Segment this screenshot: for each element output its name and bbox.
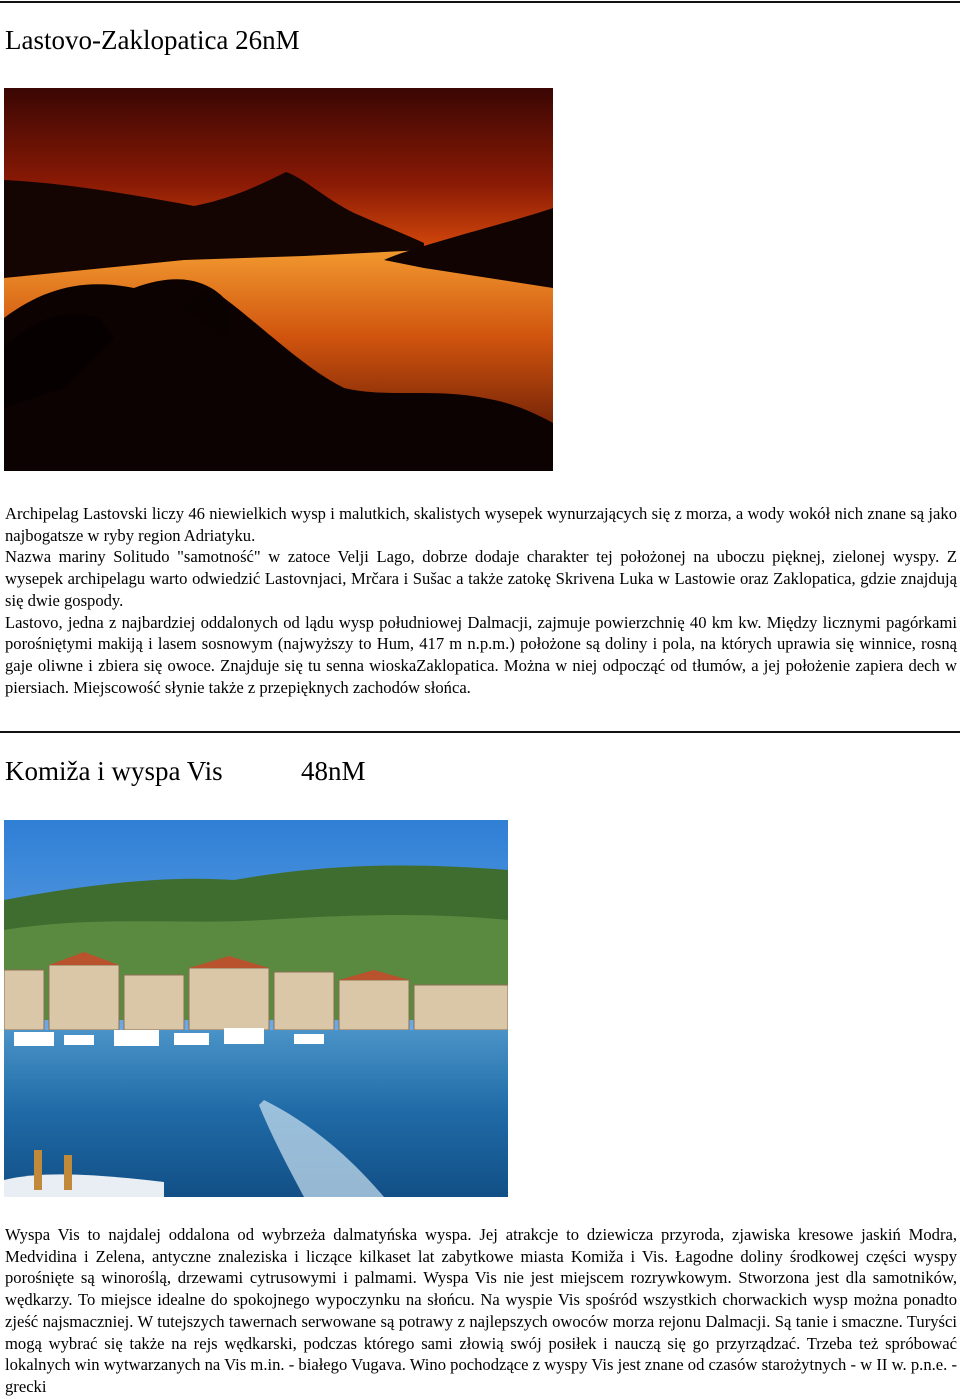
distance-label: 48nM	[301, 756, 366, 786]
section-divider	[0, 731, 960, 733]
top-divider	[0, 1, 960, 3]
paragraph: Lastovo, jedna z najbardziej oddalonych od lądu wysp południowej Dalmacji, zajmuje powierzchnię 40 km kw. Między licznymi pagórkami porośniętymi makiją i lasem sosnowym (najwyższy to Hum, 417 m n.p.m.) położone są doliny i pola, na których uprawia się winnice, rosną gaje oliwne i zbiera się owoce. Znajduje się tu senna wioskaZaklopatica. Można w niej odpocząć od tłumów, a jej położenie zapiera dech w piersiach. Miejscowość słynie także z przepięknych zachodów słońca.	[5, 612, 957, 697]
lastovo-description	[5, 503, 957, 698]
sunset-bay-photo	[4, 88, 553, 471]
section-title-lastovo: Lastovo-Zaklopatica 26nM	[5, 25, 300, 55]
section-title-vis	[5, 755, 366, 787]
komiza-harbor-photo	[4, 820, 508, 1197]
vis-description: Wyspa Vis to najdalej oddalona od wybrzeża dalmatyńska wyspa. Jej atrakcje to dziewicza przyroda, zjawiska kresowe jaskiń Modra, Medvidina i Zelena, antyczne znaleziska i liczące kilkaset lat zabytkowe miasta Komiža i Vis. Łagodne doliny środkowej części wyspy porośnięte są winoroślą, drzewami cytrusowymi i palmami. Wyspa Vis nie jest miejscem rozrywkowym. Stworzona jest dla samotników, wędkarzy. To miejsce idealne do spokojnego wypoczynku na słońcu. Na wyspie Vis spośród wszystkich chorwackich wysp można ponadto zjeść najsmaczniej. W tutejszych tawernach serwowane są potrawy z najlepszych owoców morza rejonu Dalmacji. Są tanie i smaczne. Turyści mogą wybrać się także na rejs wędkarski, podczas którego sami złowią swój posiłek i nauczą się go przyrządzać. Trzeba też spróbować lokalnych win wytwarzanych na Vis m.in. - białego Vugava. Wino pochodzące z wyspy Vis jest znane od czasów starożytnych - w II w. p.n.e. - grecki	[5, 1225, 957, 1396]
paragraph: Nazwa mariny Solitudo "samotność" w zatoce Velji Lago, dobrze dodaje charakter tej położonej na uboczu pięknej, zielonej wyspy. Z wysepek archipelagu warto odwiedzić Lastovnjaci, Mrčara i Sušac a także zatokę Skrivena Luka w Lastowie oraz Zaklopatica, gdzie znajdują się dwie gospody.	[5, 547, 957, 610]
section-title-text: Komiža i wyspa Vis	[5, 756, 223, 786]
paragraph: Archipelag Lastovski liczy 46 niewielkich wysp i malutkich, skalistych wysepek wynurzających się z morza, a wody wokół nich znane są jako najbogatsze w ryby region Adriatyku.	[5, 504, 957, 545]
